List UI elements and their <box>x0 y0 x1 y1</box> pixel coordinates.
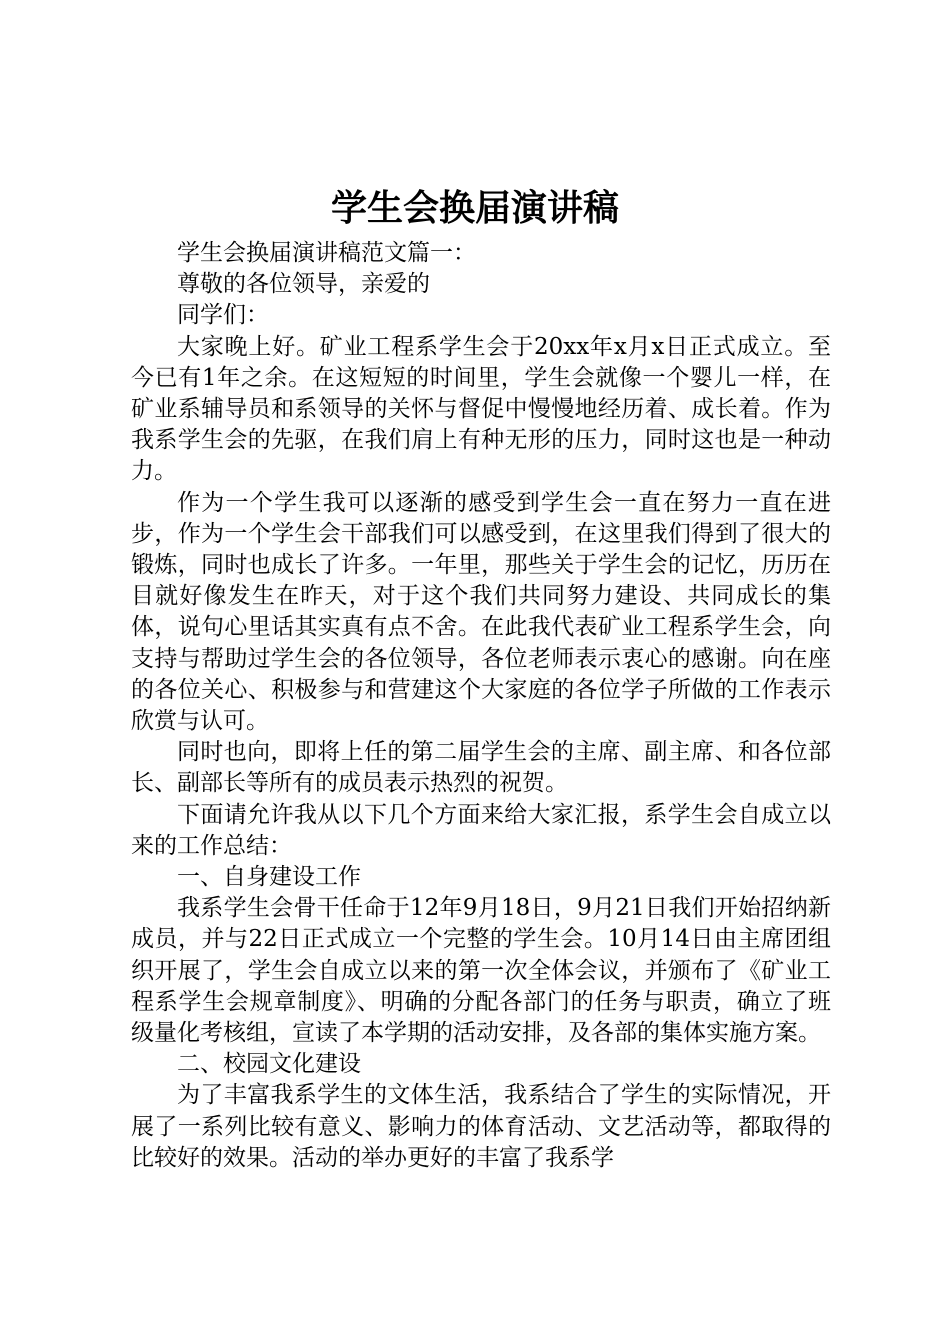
document-title: 学生会换届演讲稿 <box>330 187 619 229</box>
section-heading-self-building: 一、自身建设工作 <box>177 864 361 891</box>
paragraph-campus-culture: 为了丰富我系学生的文体生活，我系结合了学生的实际情况，开展了一系列比较有意义、影响力的体育活动、文艺活动等，都取得的比较好的效果。活动的举办更好的丰富了我系学 <box>131 1082 831 1171</box>
paragraph-salutation: 尊敬的各位领导，亲爱的 <box>177 271 430 298</box>
paragraph-greeting: 大家晚上好。矿业工程系学生会于20xx年x月x日正式成立。至今已有1年之余。在这短短的时间里，学生会就像一个婴儿一样，在矿业系辅导员和系领导的关怀与督促中慢慢地经历着、成长着。作为我系学生会的先驱，在我们肩上有种无形的压力，同时这也是一种动力。 <box>131 333 831 485</box>
document-body <box>131 238 831 1174</box>
paragraph-report-intro: 下面请允许我从以下几个方面来给大家汇报，系学生会自成立以来的工作总结： <box>131 801 831 859</box>
paragraph-congratulations: 同时也向，即将上任的第二届学生会的主席、副主席、和各位部长、副部长等所有的成员表示热烈的祝贺。 <box>131 739 831 797</box>
section-heading-campus-culture: 二、校园文化建设 <box>177 1051 361 1078</box>
paragraph-heading-intro: 学生会换届演讲稿范文篇一： <box>177 240 476 266</box>
paragraph-self-building: 我系学生会骨干任命于12年9月18日，9月21日我们开始招纳新成员，并与22日正式成立一个完整的学生会。10月14日由主席团组织开展了，学生会自成立以来的第一次全体会议，并颁布了《矿业工程系学生会规章制度》、明确的分配各部门的任务与职责，确立了班级量化考核组，宣读了本学期的活动安排，及各部的集体实施方案。 <box>131 895 831 1047</box>
paragraph-reflection: 作为一个学生我可以逐渐的感受到学生会一直在努力一直在进步，作为一个学生会干部我们可以感受到，在这里我们得到了很大的锻炼，同时也成长了许多。一年里，那些关于学生会的记忆，历历在目就好像发生在昨天，对于这个我们共同努力建设、共同成长的集体，说句心里话其实真有点不舍。在此我代表矿业工程系学生会，向支持与帮助过学生会的各位领导，各位老师表示衷心的感谢。向在座的各位关心、积极参与和营建这个大家庭的各位学子所做的工作表示欣赏与认可。 <box>131 489 831 735</box>
paragraph-salutation-continued: 同学们： <box>177 302 269 329</box>
